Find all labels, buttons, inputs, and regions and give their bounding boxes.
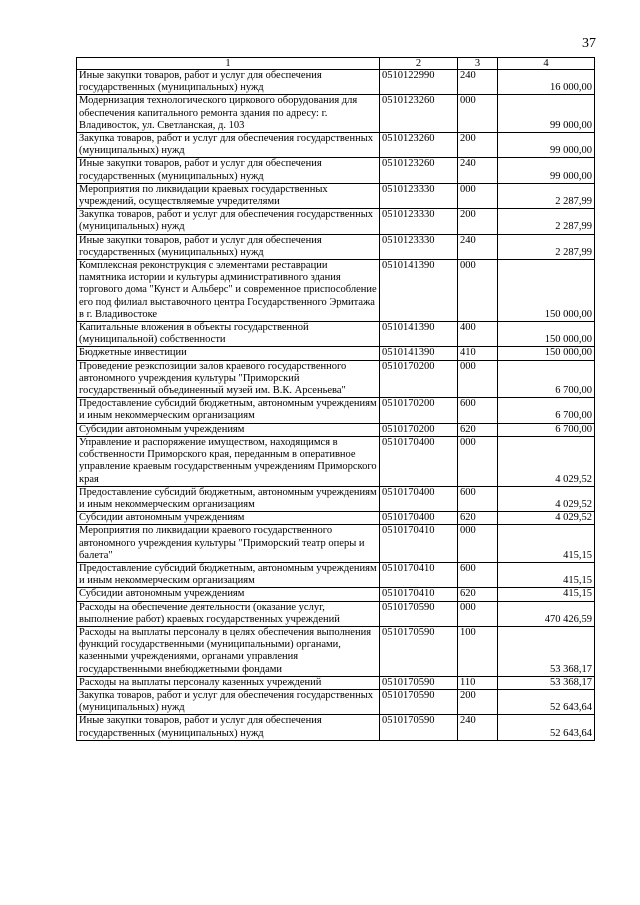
row-name-cell: Закупка товаров, работ и услуг для обеспечения государственных (муниципальных) нужд	[77, 689, 380, 714]
row-amount-cell: 99 000,00	[498, 133, 595, 158]
row-code-cell: 0510170410	[380, 562, 458, 587]
row-amount-cell: 53 368,17	[498, 676, 595, 689]
table-row	[77, 398, 595, 423]
table-row	[77, 588, 595, 601]
header-cell-4: 4	[498, 58, 595, 70]
row-type-cell: 240	[458, 234, 498, 259]
row-amount-cell: 16 000,00	[498, 70, 595, 95]
table-row	[77, 676, 595, 689]
table-row	[77, 601, 595, 626]
row-name-cell: Предоставление субсидий бюджетным, автономным учреждениям и иным некоммерческим организациям	[77, 398, 380, 423]
row-amount-cell: 2 287,99	[498, 183, 595, 208]
header-cell-3: 3	[458, 58, 498, 70]
table-row	[77, 234, 595, 259]
row-code-cell: 0510123260	[380, 133, 458, 158]
row-amount-cell: 6 700,00	[498, 398, 595, 423]
row-type-cell: 240	[458, 70, 498, 95]
row-type-cell: 620	[458, 423, 498, 436]
row-name-cell: Мероприятия по ликвидации краевых государственных учреждений, осуществляемые учредителями	[77, 183, 380, 208]
row-code-cell: 0510170590	[380, 689, 458, 714]
row-name-cell: Модернизация технологического циркового оборудования для обеспечения капитального ремонта здания по адресу: г. Владивосток, ул. Светланская, д. 103	[77, 95, 380, 133]
row-name-cell: Иные закупки товаров, работ и услуг для обеспечения государственных (муниципальных) нужд	[77, 158, 380, 183]
row-code-cell: 0510170400	[380, 486, 458, 511]
row-code-cell: 0510170590	[380, 626, 458, 676]
row-code-cell: 0510170400	[380, 512, 458, 525]
row-code-cell: 0510170590	[380, 601, 458, 626]
row-code-cell: 0510123330	[380, 183, 458, 208]
row-name-cell: Расходы на выплаты персоналу казенных учреждений	[77, 676, 380, 689]
row-type-cell: 000	[458, 525, 498, 563]
row-amount-cell: 2 287,99	[498, 209, 595, 234]
row-name-cell: Иные закупки товаров, работ и услуг для обеспечения государственных (муниципальных) нужд	[77, 234, 380, 259]
row-name-cell: Субсидии автономным учреждениям	[77, 423, 380, 436]
row-type-cell: 400	[458, 322, 498, 347]
table-row	[77, 525, 595, 563]
row-name-cell: Иные закупки товаров, работ и услуг для обеспечения государственных (муниципальных) нужд	[77, 715, 380, 740]
row-code-cell: 0510170410	[380, 588, 458, 601]
row-type-cell: 200	[458, 133, 498, 158]
table-row	[77, 486, 595, 511]
row-amount-cell: 4 029,52	[498, 512, 595, 525]
row-amount-cell: 53 368,17	[498, 626, 595, 676]
row-amount-cell: 2 287,99	[498, 234, 595, 259]
row-type-cell: 000	[458, 360, 498, 398]
row-code-cell: 0510141390	[380, 260, 458, 322]
row-code-cell: 0510170410	[380, 525, 458, 563]
table-row	[77, 689, 595, 714]
row-type-cell: 100	[458, 626, 498, 676]
header-row	[77, 58, 595, 70]
row-type-cell: 620	[458, 512, 498, 525]
row-code-cell: 0510141390	[380, 322, 458, 347]
row-code-cell: 0510170200	[380, 423, 458, 436]
row-name-cell: Комплексная реконструкция с элементами реставрации памятника истории и культуры административного здания торгового дома "Кунст и Альберс" и современное приспособление его под филиал выставочного центра Государственного Эрмитажа в г. Владивостоке	[77, 260, 380, 322]
row-amount-cell: 99 000,00	[498, 158, 595, 183]
row-code-cell: 0510170200	[380, 360, 458, 398]
row-code-cell: 0510123260	[380, 95, 458, 133]
table-row	[77, 360, 595, 398]
row-code-cell: 0510170590	[380, 676, 458, 689]
table-row	[77, 715, 595, 740]
table-row	[77, 183, 595, 208]
row-amount-cell: 415,15	[498, 562, 595, 587]
row-name-cell: Предоставление субсидий бюджетным, автономным учреждениям и иным некоммерческим организациям	[77, 486, 380, 511]
row-type-cell: 240	[458, 715, 498, 740]
row-amount-cell: 150 000,00	[498, 260, 595, 322]
row-amount-cell: 52 643,64	[498, 715, 595, 740]
row-type-cell: 200	[458, 689, 498, 714]
row-type-cell: 000	[458, 95, 498, 133]
table-row	[77, 436, 595, 486]
row-code-cell: 0510123330	[380, 209, 458, 234]
table-row	[77, 322, 595, 347]
row-amount-cell: 52 643,64	[498, 689, 595, 714]
row-name-cell: Иные закупки товаров, работ и услуг для обеспечения государственных (муниципальных) нужд	[77, 70, 380, 95]
row-type-cell: 000	[458, 436, 498, 486]
row-amount-cell: 415,15	[498, 525, 595, 563]
row-type-cell: 000	[458, 183, 498, 208]
row-code-cell: 0510170590	[380, 715, 458, 740]
row-amount-cell: 150 000,00	[498, 347, 595, 360]
table-row	[77, 626, 595, 676]
row-name-cell: Проведение реэкспозиции залов краевого государственного автономного учреждения культуры "Приморский государственный объединенный музей им. В.К. Арсеньева"	[77, 360, 380, 398]
row-name-cell: Расходы на обеспечение деятельности (оказание услуг, выполнение работ) краевых государственных учреждений	[77, 601, 380, 626]
budget-table	[76, 57, 595, 741]
row-code-cell: 0510123330	[380, 234, 458, 259]
table-row	[77, 133, 595, 158]
row-amount-cell: 415,15	[498, 588, 595, 601]
row-type-cell: 410	[458, 347, 498, 360]
row-code-cell: 0510170200	[380, 398, 458, 423]
row-type-cell: 600	[458, 398, 498, 423]
row-name-cell: Расходы на выплаты персоналу в целях обеспечения выполнения функций государственными (муниципальными) органами, казенными учреждениями, органами управления государственными внебюджетными фондами	[77, 626, 380, 676]
table-row	[77, 70, 595, 95]
row-code-cell: 0510141390	[380, 347, 458, 360]
row-type-cell: 000	[458, 601, 498, 626]
row-type-cell: 110	[458, 676, 498, 689]
row-name-cell: Капитальные вложения в объекты государственной (муниципальной) собственности	[77, 322, 380, 347]
row-type-cell: 600	[458, 486, 498, 511]
row-name-cell: Закупка товаров, работ и услуг для обеспечения государственных (муниципальных) нужд	[77, 209, 380, 234]
row-amount-cell: 4 029,52	[498, 486, 595, 511]
row-type-cell: 240	[458, 158, 498, 183]
row-amount-cell: 6 700,00	[498, 360, 595, 398]
table-row	[77, 423, 595, 436]
table-row	[77, 347, 595, 360]
header-cell-1: 1	[77, 58, 380, 70]
row-amount-cell: 470 426,59	[498, 601, 595, 626]
row-name-cell: Закупка товаров, работ и услуг для обеспечения государственных (муниципальных) нужд	[77, 133, 380, 158]
table-row	[77, 512, 595, 525]
row-amount-cell: 150 000,00	[498, 322, 595, 347]
row-type-cell: 200	[458, 209, 498, 234]
row-type-cell: 600	[458, 562, 498, 587]
table-row	[77, 209, 595, 234]
row-code-cell: 0510170400	[380, 436, 458, 486]
row-name-cell: Мероприятия по ликвидации краевого государственного автономного учреждения культуры "Приморский театр оперы и балета"	[77, 525, 380, 563]
row-type-cell: 620	[458, 588, 498, 601]
row-name-cell: Предоставление субсидий бюджетным, автономным учреждениям и иным некоммерческим организациям	[77, 562, 380, 587]
table-row	[77, 158, 595, 183]
table-row	[77, 562, 595, 587]
row-code-cell: 0510122990	[380, 70, 458, 95]
row-name-cell: Субсидии автономным учреждениям	[77, 588, 380, 601]
row-amount-cell: 6 700,00	[498, 423, 595, 436]
row-amount-cell: 4 029,52	[498, 436, 595, 486]
row-code-cell: 0510123260	[380, 158, 458, 183]
table-row	[77, 260, 595, 322]
row-amount-cell: 99 000,00	[498, 95, 595, 133]
row-name-cell: Бюджетные инвестиции	[77, 347, 380, 360]
header-cell-2: 2	[380, 58, 458, 70]
table-row	[77, 95, 595, 133]
row-name-cell: Управление и распоряжение имуществом, находящимся в собственности Приморского края, переданным в оперативное управление краевым государственным учреждениям Приморского края	[77, 436, 380, 486]
row-name-cell: Субсидии автономным учреждениям	[77, 512, 380, 525]
page-number: 37	[582, 36, 596, 51]
row-type-cell: 000	[458, 260, 498, 322]
